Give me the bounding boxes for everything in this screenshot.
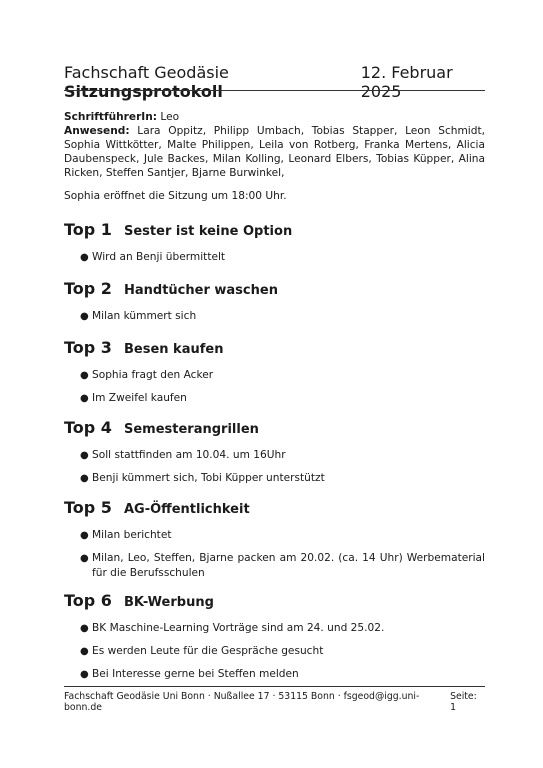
top-heading bbox=[64, 418, 485, 440]
top-title: BK-Werbung bbox=[124, 595, 214, 610]
header-doc-type: Sitzungsprotokoll bbox=[64, 82, 223, 101]
bullet-icon: ● bbox=[80, 450, 89, 461]
bullet-icon: ● bbox=[80, 646, 89, 657]
list-item: ● Bei Interesse gerne bei Steffen melden bbox=[80, 668, 299, 680]
list-item: ● Milan, Leo, Steffen, Bjarne packen am 20.02. (ca. 14 Uhr) Werbematerial für die Berufsschulen bbox=[80, 552, 485, 579]
top-title: Besen kaufen bbox=[124, 342, 224, 357]
top-number: Top 6 bbox=[64, 591, 112, 610]
top-section-6 bbox=[64, 591, 485, 682]
top-number: Top 4 bbox=[64, 418, 112, 437]
top-title: AG-Öffentlichkeit bbox=[124, 502, 250, 517]
top-title: Semesterangrillen bbox=[124, 422, 259, 437]
header-title bbox=[64, 63, 361, 101]
bullet-icon: ● bbox=[80, 553, 89, 564]
page-number: Seite: 1 bbox=[450, 691, 477, 713]
list-item: ● Sophia fragt den Acker bbox=[80, 369, 214, 381]
bullet-icon: ● bbox=[80, 530, 89, 541]
list-item: ● Milan berichtet bbox=[80, 529, 172, 541]
bullet-icon: ● bbox=[80, 623, 89, 634]
bullet-icon: ● bbox=[80, 311, 89, 322]
list-item: ● Milan kümmert sich bbox=[80, 310, 197, 322]
top-items bbox=[64, 250, 485, 265]
bullet-icon: ● bbox=[80, 252, 89, 263]
top-number: Top 1 bbox=[64, 220, 112, 239]
bullet-icon: ● bbox=[80, 473, 89, 484]
meta-block bbox=[64, 110, 485, 180]
top-heading bbox=[64, 220, 485, 242]
header-date: 12. Februar 2025 bbox=[360, 63, 453, 101]
top-items bbox=[64, 309, 485, 324]
top-items bbox=[64, 368, 485, 406]
list-item: ● Es werden Leute für die Gespräche gesucht bbox=[80, 645, 324, 657]
list-item: ● Benji kümmert sich, Tobi Küpper unterstützt bbox=[80, 472, 325, 484]
header-org: Fachschaft Geodäsie bbox=[64, 63, 229, 82]
top-items bbox=[64, 448, 485, 486]
bullet-icon: ● bbox=[80, 669, 89, 680]
list-item: ● Wird an Benji übermittelt bbox=[80, 251, 226, 263]
top-items bbox=[64, 528, 485, 581]
opening-statement: Sophia eröffnet die Sitzung um 18:00 Uhr. bbox=[64, 190, 287, 202]
top-section-5 bbox=[64, 498, 485, 581]
top-heading bbox=[64, 338, 485, 360]
top-items bbox=[64, 621, 485, 682]
list-item: ● Im Zweifel kaufen bbox=[80, 392, 187, 404]
top-heading bbox=[64, 591, 485, 613]
top-number: Top 2 bbox=[64, 279, 112, 298]
attendees-line bbox=[64, 124, 485, 180]
recorder-line bbox=[64, 110, 485, 124]
top-title: Sester ist keine Option bbox=[124, 224, 293, 239]
bullet-icon: ● bbox=[80, 370, 89, 381]
top-heading bbox=[64, 279, 485, 301]
footer-divider bbox=[64, 686, 485, 687]
top-section-3 bbox=[64, 338, 485, 406]
list-item: ● Soll stattfinden am 10.04. um 16Uhr bbox=[80, 449, 286, 461]
bullet-icon: ● bbox=[80, 393, 89, 404]
recorder-name: Leo bbox=[160, 111, 180, 123]
top-number: Top 5 bbox=[64, 498, 112, 517]
top-section-1 bbox=[64, 220, 485, 265]
top-title: Handtücher waschen bbox=[124, 283, 278, 298]
attendees-list: Lara Oppitz, Philipp Umbach, Tobias Stapper, Leon Schmidt, Sophia Wittkötter, Malte Philippen, Leila von Rotberg, Franka Mertens, Alicia Daubenspeck, Jule Backes, Milan Kolling, Leonard Elbers, Tobias Küpper, Alina Ricken, Steffen Santjer, Bjarne Burwinkel, bbox=[64, 125, 485, 179]
header-divider bbox=[64, 90, 485, 91]
top-section-2 bbox=[64, 279, 485, 324]
page-header bbox=[64, 63, 485, 101]
attendees-label: Anwesend: bbox=[64, 125, 130, 137]
page-footer bbox=[64, 691, 485, 713]
top-number: Top 3 bbox=[64, 338, 112, 357]
top-heading bbox=[64, 498, 485, 520]
footer-address: Fachschaft Geodäsie Uni Bonn · Nußallee 17 · 53115 Bonn · fsgeod@igg.uni-bonn.de bbox=[64, 691, 420, 713]
top-section-4 bbox=[64, 418, 485, 486]
list-item: ● BK Maschine-Learning Vorträge sind am 24. und 25.02. bbox=[80, 622, 385, 634]
recorder-label: SchriftführerIn: bbox=[64, 111, 158, 123]
